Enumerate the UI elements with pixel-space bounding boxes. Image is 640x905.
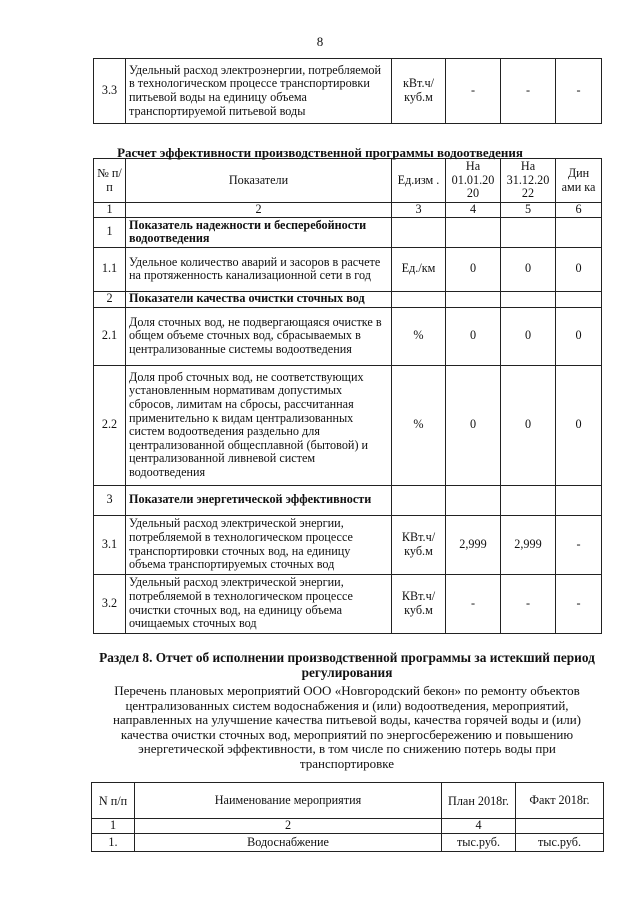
row-number: 2 [94, 291, 126, 307]
col-number: 4 [442, 819, 516, 834]
value-start [446, 485, 501, 515]
value-start: - [446, 574, 501, 633]
measure-name: Водоснабжение [135, 834, 442, 852]
value-start: 0 [446, 365, 501, 485]
header-row [92, 783, 604, 819]
header-start: На 01.01.20 20 [446, 159, 501, 203]
value-end: 0 [501, 307, 556, 365]
indicator-name: Доля проб сточных вод, не соответствующих установленным нормативам допустимых сбросов, лимитам на сбросы, рассчитанная применительно к видам централизованных систем водоотведения раздельно для централизованной общесплавной (бытовой) и централизованной ливневой систем водоотведения [126, 365, 392, 485]
value-dynamics: - [556, 515, 602, 574]
unit-cell [392, 291, 446, 307]
unit-cell: Ед./км [392, 247, 446, 291]
row-number: 3 [94, 485, 126, 515]
fact-value: тыс.руб. [516, 834, 604, 852]
col-number: 3 [392, 203, 446, 218]
header-measure-name: Наименование мероприятия [135, 783, 442, 819]
value-start [446, 291, 501, 307]
value-dynamics [556, 485, 602, 515]
row-number: 3.2 [94, 574, 126, 633]
indicator-name: Удельное количество аварий и засоров в расчете на протяженность канализационной сети в год [126, 247, 392, 291]
header-dynamics: Дин ами ка [556, 159, 602, 203]
header-unit: Ед.изм . [392, 159, 446, 203]
header-num: № п/п [94, 159, 126, 203]
indicator-name: Удельный расход электроэнергии, потребляемой в технологическом процессе транспортировки питьевой воды на единицу объема транспортируемой питьевой воды [126, 59, 392, 124]
unit-cell [392, 485, 446, 515]
unit-cell: КВт.ч/ куб.м [392, 574, 446, 633]
header-plan: План 2018г. [442, 783, 516, 819]
sewer-section-title: Расчет эффективности производственной программы водоотведения [117, 145, 523, 160]
col-number: 2 [135, 819, 442, 834]
plan-value: тыс.руб. [442, 834, 516, 852]
value-start: 0 [446, 307, 501, 365]
header-indicator: Показатели [126, 159, 392, 203]
row-number: 1. [92, 834, 135, 852]
value-dynamics: 0 [556, 247, 602, 291]
row-number: 2.2 [94, 365, 126, 485]
unit-cell: % [392, 307, 446, 365]
indicator-name: Показатели энергетической эффективности [126, 485, 392, 515]
water-supply-table-continuation [93, 58, 602, 124]
table-row [94, 59, 602, 124]
row-number: 2.1 [94, 307, 126, 365]
table-row [94, 365, 602, 485]
sewer-efficiency-table [93, 158, 602, 634]
value-end: 0 [501, 365, 556, 485]
table-row [94, 307, 602, 365]
section-8-heading: Раздел 8. Отчет об исполнении производственной программы за истекший период регулирования [99, 650, 595, 680]
value-dynamics: 0 [556, 365, 602, 485]
col-number: 1 [94, 203, 126, 218]
value-end: 2,999 [501, 515, 556, 574]
value-end: 0 [501, 247, 556, 291]
value-start [446, 217, 501, 247]
header-num: N п/п [92, 783, 135, 819]
col-number: 4 [446, 203, 501, 218]
table-row [92, 834, 604, 852]
unit-cell [392, 217, 446, 247]
indicator-name: Доля сточных вод, не подвергающаяся очистке в общем объеме сточных вод, сбрасываемых в централизованные системы водоотведения [126, 307, 392, 365]
indicator-name: Показатели качества очистки сточных вод [126, 291, 392, 307]
value-start: - [446, 59, 501, 124]
value-dynamics [556, 291, 602, 307]
header-end: На 31.12.20 22 [501, 159, 556, 203]
table-row [94, 217, 602, 247]
indicator-name: Удельный расход электрической энергии, потребляемой в технологическом процессе транспортировки сточных вод, на единицу объема транспортируемых сточных вод [126, 515, 392, 574]
col-number [516, 819, 604, 834]
unit-cell: кВт.ч/ куб.м [392, 59, 446, 124]
col-number: 2 [126, 203, 392, 218]
value-dynamics: 0 [556, 307, 602, 365]
row-number: 3.3 [94, 59, 126, 124]
table-row [94, 291, 602, 307]
measures-table [91, 782, 604, 852]
table-row [94, 247, 602, 291]
section-8-paragraph: Перечень плановых мероприятий ООО «Новгородский бекон» по ремонту объектов централизованных систем водоснабжения и (или) водоотведения, мероприятий, направленных на улучшение качества питьевой воды, качества горячей воды и (или) качества очистки сточных вод, мероприятий по энергосбережению и повышению энергетической эффективности, в том числе по снижению потерь воды при транспортировке [112, 683, 582, 771]
header-row [94, 159, 602, 203]
table-row [94, 485, 602, 515]
header-fact: Факт 2018г. [516, 783, 604, 819]
page-number: 8 [316, 34, 324, 49]
value-dynamics [556, 217, 602, 247]
indicator-name: Показатель надежности и бесперебойности водоотведения [126, 217, 392, 247]
value-start: 2,999 [446, 515, 501, 574]
col-number: 6 [556, 203, 602, 218]
table-row [94, 574, 602, 633]
col-number: 1 [92, 819, 135, 834]
value-dynamics: - [556, 59, 602, 124]
value-dynamics: - [556, 574, 602, 633]
row-number: 1.1 [94, 247, 126, 291]
unit-cell: КВт.ч/ куб.м [392, 515, 446, 574]
value-end [501, 217, 556, 247]
value-end [501, 485, 556, 515]
column-number-row [92, 819, 604, 834]
column-number-row [94, 203, 602, 218]
value-end: - [501, 574, 556, 633]
row-number: 1 [94, 217, 126, 247]
value-start: 0 [446, 247, 501, 291]
col-number: 5 [501, 203, 556, 218]
value-end: - [501, 59, 556, 124]
unit-cell: % [392, 365, 446, 485]
table-row [94, 515, 602, 574]
value-end [501, 291, 556, 307]
row-number: 3.1 [94, 515, 126, 574]
indicator-name: Удельный расход электрической энергии, потребляемой в технологическом процессе очистки сточных вод, на единицу объема очищаемых сточных вод [126, 574, 392, 633]
